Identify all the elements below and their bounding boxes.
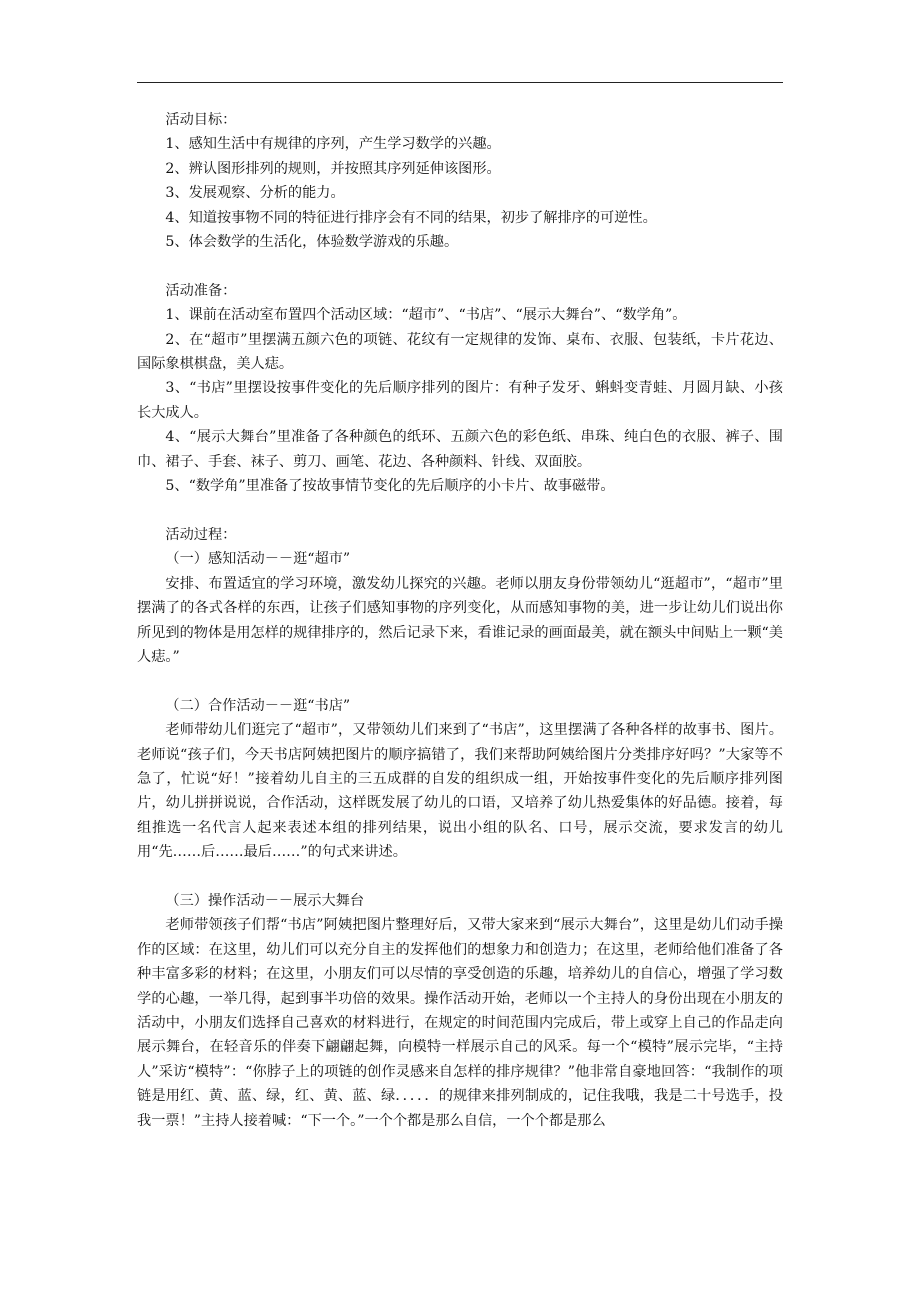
goal-item-1: 1、感知生活中有规律的序列，产生学习数学的兴趣。 [165, 136, 501, 153]
spacer [137, 669, 783, 693]
section-1-body: 安排、布置适宜的学习环境，激发幼儿探究的兴趣。老师以朋友身份带领幼儿“逛超市”，“超市”里摆满了的各式各样的东西，让孩子们感知事物的序列变化，从而感知事物的美，进一步让幼儿们说出你所见到的物体是用怎样的规律排序的，然后记录下来，看谁记录的画面最美，就在额头中间贴上一颗“美人痣。” [137, 575, 783, 665]
goals-heading: 活动目标： [165, 112, 237, 128]
goal-item-3: 3、发展观察、分析的能力。 [165, 185, 345, 202]
document-body [137, 108, 783, 1133]
header-rule [137, 82, 783, 83]
prep-item-1: 1、课前在活动室布置四个活动区域：“超市”、“书店”、“展示大舞台”、“数学角”。 [165, 307, 687, 324]
prep-item-5: 5、“数学角”里准备了按故事情节变化的先后顺序的小卡片、故事磁带。 [165, 478, 615, 495]
goal-item-4: 4、知道按事物不同的特征进行排序会有不同的结果，初步了解排序的可逆性。 [165, 209, 657, 226]
prep-heading: 活动准备： [165, 282, 237, 299]
section-2-body: 老师带幼儿们逛完了“超市”，又带领幼儿们来到了“书店”，这里摆满了各种各样的故事书、图片。老师说“孩子们，今天书店阿姨把图片的顺序搞错了，我们来帮助阿姨给图片分类排序好吗？”大家等不急了，忙说“好！”接着幼儿自主的三五成群的自发的组织成一组，开始按事件变化的先后顺序排列图片，幼儿拼拼说说，合作活动，这样既发展了幼儿的口语，又培养了幼儿热爱集体的好品德。接着，每组推选一名代言人起来表述本组的排列结果，说出小组的队名、口号，展示交流，要求发言的幼儿用“先……后……最后……”的句式来讲述。 [137, 722, 783, 861]
spacer [137, 865, 783, 889]
process-heading: 活动过程： [165, 526, 237, 543]
goal-item-5: 5、体会数学的生活化，体验数学游戏的乐趣。 [165, 234, 459, 251]
prep-item-2: 2、在“超市”里摆满五颜六色的项链、花纹有一定规律的发饰、桌布、衣服、包装纸，卡片花边、国际象棋棋盘，美人痣。 [137, 331, 783, 373]
prep-item-4: 4、“展示大舞台”里准备了各种颜色的纸环、五颜六色的彩色纸、串珠、纯白色的衣服、裤子、围巾、裙子、手套、袜子、剪刀、画笔、花边、各种颜料、针线、双面胶。 [137, 429, 783, 470]
section-3-title: （三）操作活动－－展示大舞台 [165, 892, 365, 909]
spacer [137, 254, 783, 278]
prep-item-3: 3、“书店”里摆设按事件变化的先后顺序排列的图片：有种子发牙、蝌蚪变青蛙、月圆月缺、小孩长大成人。 [137, 380, 783, 421]
section-1-title: （一）感知活动－－逛“超市” [165, 551, 351, 568]
section-3-body: 老师带领孩子们帮“书店”阿姨把图片整理好后，又带大家来到“展示大舞台”，这里是幼儿们动手操作的区域：在这里，幼儿们可以充分自主的发挥他们的想象力和创造力；在这里，老师给他们准备了各种丰富多彩的材料；在这里，小朋友们可以尽情的享受创造的乐趣，培养幼儿的自信心，增强了学习数学的心趣，一举几得，起到事半功倍的效果。操作活动开始，老师以一个主持人的身份出现在小朋友的活动中，小朋友们选择自己喜欢的材料进行，在规定的时间范围内完成后，带上或穿上自己的作品走向展示舞台，在轻音乐的伴奏下翩翩起舞，向模特一样展示自己的风采。每一个“模特”展示完毕，“主持人”采访“模特”：“你脖子上的项链的创作灵感来自怎样的排序规律？”他非常自豪地回答：“我制作的项链是用红、黄、蓝、绿，红、黄、蓝、绿．．．．．的规律来排列制成的，记住我哦，我是二十号选手，投我一票！”主持人接着喊：“下一个。”一个个都是那么自信，一个个都是那么 [137, 917, 783, 1129]
spacer [137, 498, 783, 522]
goal-item-2: 2、辨认图形排列的规则，并按照其序列延伸该图形。 [165, 160, 501, 177]
section-2-title: （二）合作活动－－逛“书店” [165, 697, 351, 714]
